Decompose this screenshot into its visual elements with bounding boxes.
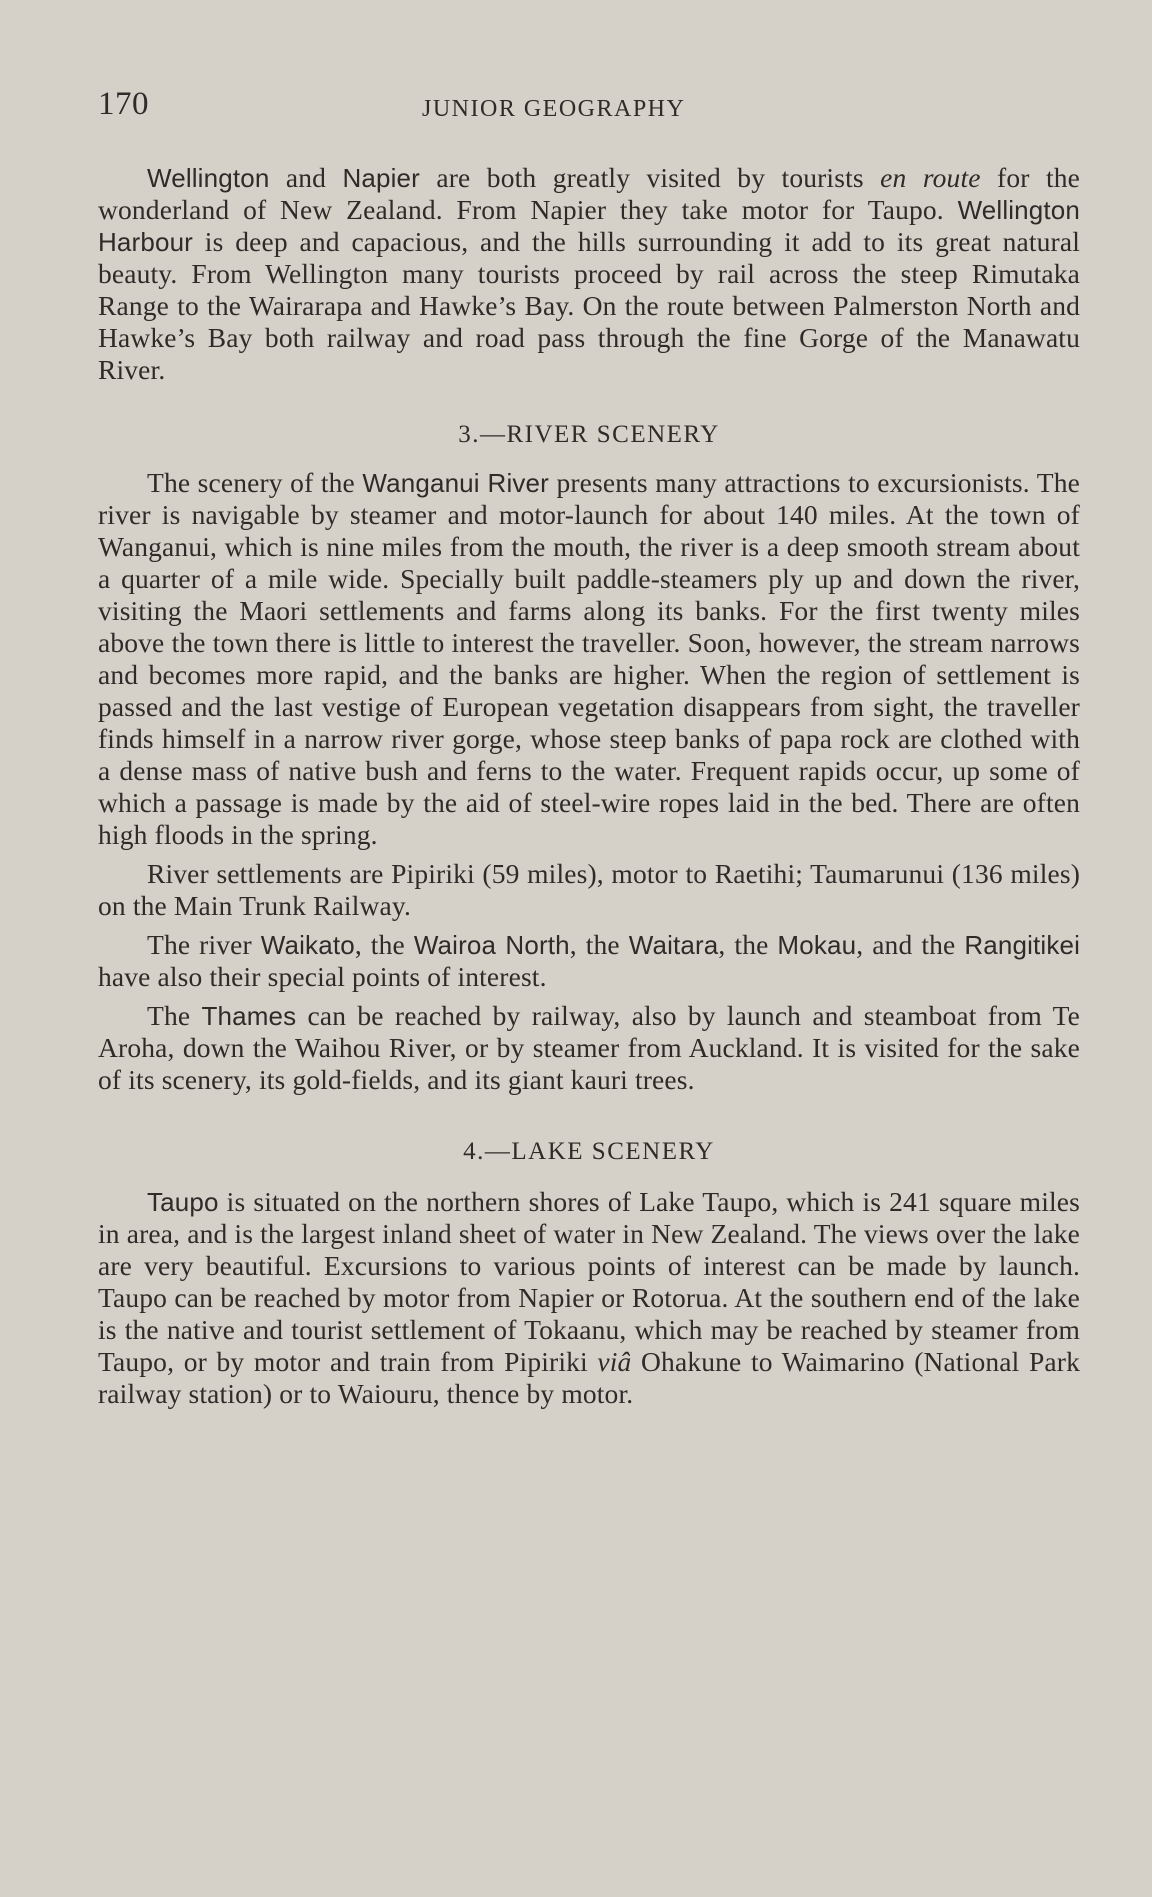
river-paragraph-4 xyxy=(98,1000,1080,1096)
text-run: presents many attractions to excursionists. The river is navigable by steamer and motor-launch for about 140 miles. At the town of Wanganui, which is nine miles from the mouth, the river is a deep smooth stream about a quarter of a mile wide. Specially built paddle-steamers ply up and down the river, visiting the Maori settlements and farms along its banks. For the first twenty miles above the town there is little to interest the traveller. Soon, however, the stream narrows and becomes more rapid, and the banks are higher. When the region of settlement is passed and the last vestige of European vegetation disappears from sight, the traveller finds himself in a narrow river gorge, whose steep banks of papa rock are clothed with a dense mass of native bush and ferns to the water. Frequent rapids occur, up some of which a passage is made by the aid of steel-wire ropes laid in the bed. There are often high floods in the spring. xyxy=(98,467,1080,850)
place-name: Taupo xyxy=(147,1187,219,1217)
italic-phrase: viâ xyxy=(597,1346,632,1377)
text-run: , the xyxy=(354,929,414,960)
text-run: can be reached by railway, also by launch and steamboat from Te Aroha, down the Waihou River, or by steamer from Auckland. It is visited for the sake of its scenery, its gold-fields, and its giant kauri trees. xyxy=(98,1000,1080,1095)
text-run: have also their special points of interest. xyxy=(98,961,547,992)
text-run: Ohakune to Waimarino (National Park railway station) or to Waiouru, thence by motor. xyxy=(98,1346,1080,1409)
place-name: Wairoa North xyxy=(413,930,570,960)
text-run: , the xyxy=(718,929,778,960)
page-number: 170 xyxy=(98,86,149,122)
text-run: are both greatly visited by tourists xyxy=(419,162,881,193)
text-run: , the xyxy=(569,929,629,960)
body-text xyxy=(98,162,1080,1410)
place-name: Napier xyxy=(342,163,420,193)
place-name: Wanganui River xyxy=(362,468,549,498)
place-name: Waikato xyxy=(260,930,355,960)
river-paragraph-3 xyxy=(98,929,1080,993)
text-run: and xyxy=(269,162,343,193)
text-run: The scenery of the xyxy=(147,467,363,498)
section-heading-lake-scenery: 4.—LAKE SCENERY xyxy=(463,1138,715,1165)
place-name: Mokau xyxy=(777,930,857,960)
text-run: The river xyxy=(147,929,261,960)
running-head xyxy=(98,86,1080,134)
italic-phrase: en route xyxy=(880,162,981,193)
text-run: is situated on the northern shores of Lake Taupo, which is 241 square miles in area, and is the largest inland sheet of water in New Zealand. The views over the lake are very beautiful. Excursions to various points of interest can be made by launch. Taupo can be reached by motor from Napier or Rotorua. At the southern end of the lake is the native and tourist settlement of Tokaanu, which may be reached by steamer from Taupo, or by motor and train from Pipiriki xyxy=(98,1186,1080,1377)
text-run: The xyxy=(147,1000,202,1031)
intro-paragraph xyxy=(98,162,1080,386)
lake-paragraph-1 xyxy=(98,1186,1080,1410)
section-heading-river-scenery: 3.—RIVER SCENERY xyxy=(458,421,720,448)
place-name: Waitara xyxy=(628,930,719,960)
river-paragraph-1 xyxy=(98,467,1080,851)
river-paragraph-2: River settlements are Pipiriki (59 miles), motor to Raetihi; Taumarunui (136 miles) on the Main Trunk Railway. xyxy=(98,858,1080,921)
place-name: Wellington xyxy=(147,163,270,193)
place-name: Wellington Harbour xyxy=(98,195,1080,257)
text-run: for the wonderland of New Zealand. From Napier they take motor for Taupo. xyxy=(98,162,1080,225)
place-name: Thames xyxy=(201,1001,297,1031)
text-run: is deep and capacious, and the hills surrounding it add to its great natural beauty. From Wellington many tourists proceed by rail across the steep Rimutaka Range to the Wairarapa and Hawke’s Bay. On the route between Palmerston North and Hawke’s Bay both railway and road pass through the fine Gorge of the Manawatu River. xyxy=(98,226,1080,385)
place-name: Rangitikei xyxy=(964,930,1081,960)
running-title: JUNIOR GEOGRAPHY xyxy=(422,96,686,122)
text-run: , and the xyxy=(856,929,965,960)
